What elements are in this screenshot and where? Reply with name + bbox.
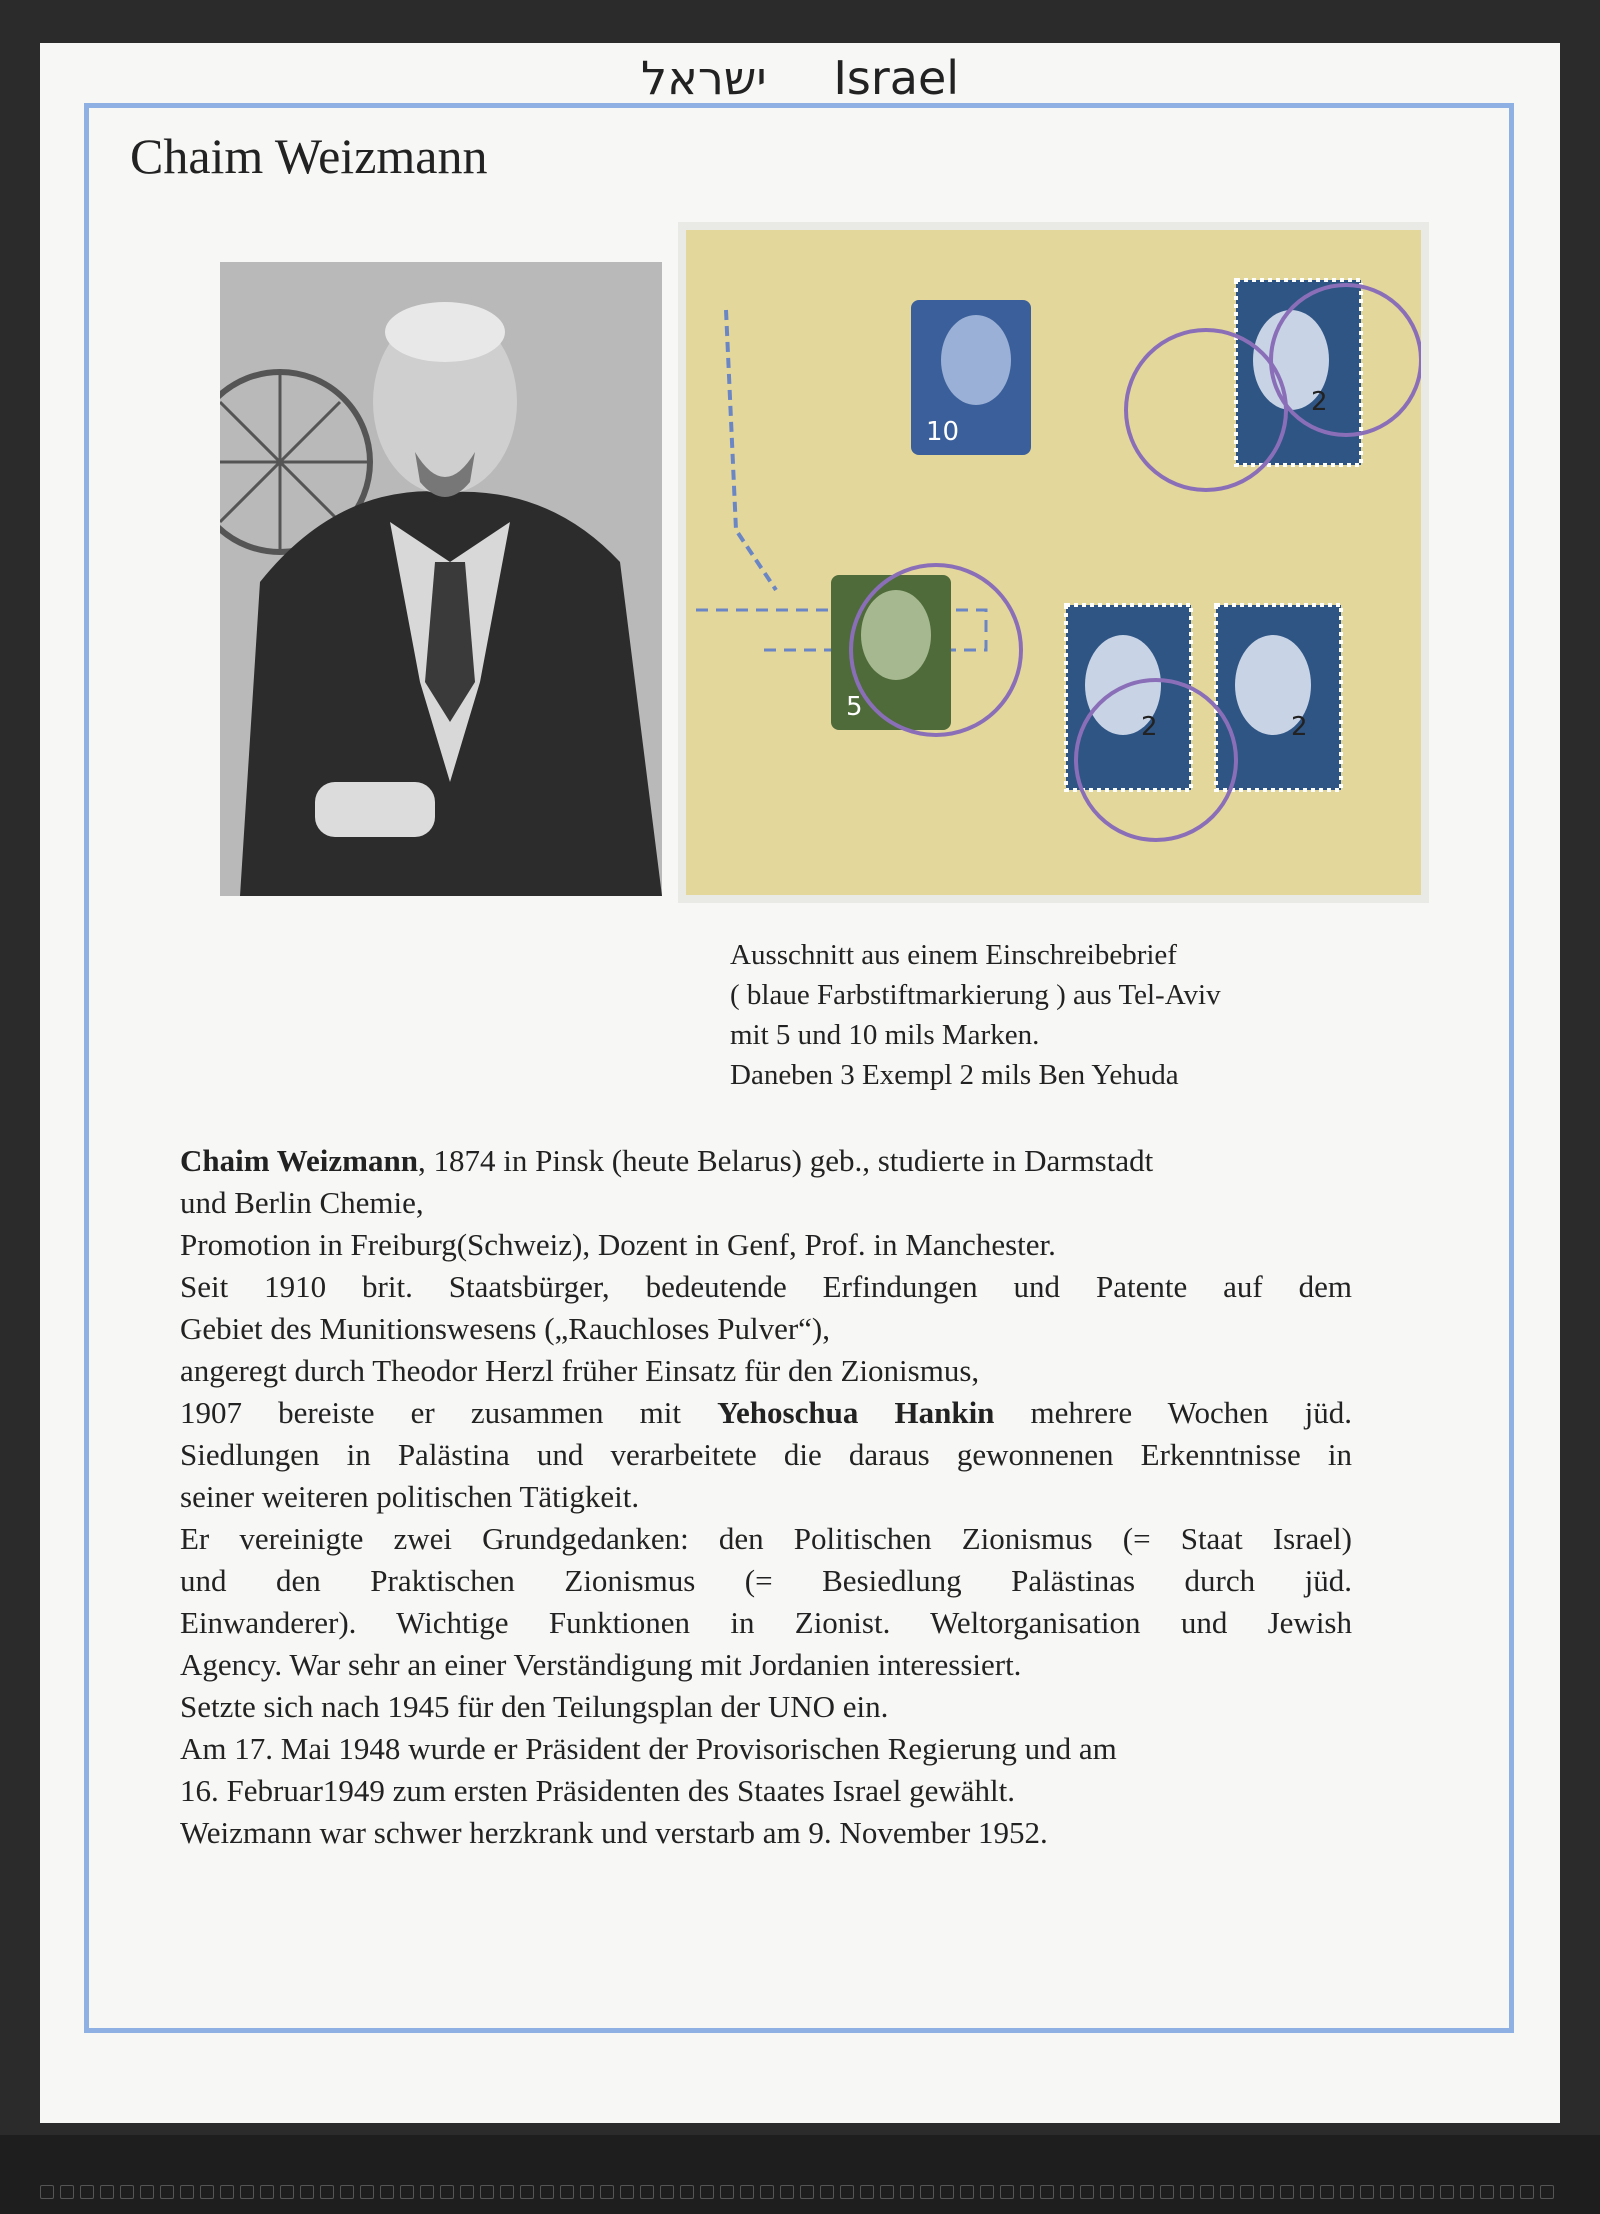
bio-line: und den Praktischen Zionismus (= Besiedlung Palästinas durch jüd.: [180, 1563, 1352, 1598]
binder-hole: [1160, 2185, 1174, 2199]
binder-hole: [900, 2185, 914, 2199]
header-hebrew: ישראל: [640, 51, 767, 105]
binder-hole: [540, 2185, 554, 2199]
binder-hole: [1500, 2185, 1514, 2199]
bio-line: Setzte sich nach 1945 für den Teilungsplan der UNO ein.: [180, 1689, 889, 1724]
bio-line-7-pre: 1907 bereiste er zusammen mit: [180, 1395, 718, 1430]
bio-line: [180, 1140, 1352, 1182]
binder-hole: [340, 2185, 354, 2199]
binder-hole: [40, 2185, 54, 2199]
binder-hole: [480, 2185, 494, 2199]
bio-line: Gebiet des Munitionswesens („Rauchloses Pulver“),: [180, 1311, 831, 1346]
binder-hole: [120, 2185, 134, 2199]
binder-hole: [1200, 2185, 1214, 2199]
binder-hole: [60, 2185, 74, 2199]
binder-hole: [940, 2185, 954, 2199]
overprint-1: 2: [1311, 387, 1328, 417]
caption-line: mit 5 und 10 mils Marken.: [730, 1019, 1040, 1051]
binder-hole: [240, 2185, 254, 2199]
bio-hankin-bold: Yehoschua Hankin: [717, 1395, 995, 1430]
binder-hole: [1100, 2185, 1114, 2199]
binder-hole: [1400, 2185, 1414, 2199]
binder-hole: [420, 2185, 434, 2199]
binder-hole: [1020, 2185, 1034, 2199]
binder-hole: [500, 2185, 514, 2199]
page-title: Chaim Weizmann: [130, 128, 488, 184]
header-latin: Israel: [833, 51, 960, 105]
binder-hole: [80, 2185, 94, 2199]
binder-hole: [160, 2185, 174, 2199]
caption-line: Ausschnitt aus einem Einschreibebrief: [730, 939, 1177, 971]
binder-hole: [280, 2185, 294, 2199]
portrait-illustration: [220, 262, 662, 896]
binder-hole: [260, 2185, 274, 2199]
overprint-2: 2: [1141, 712, 1158, 742]
binder-hole: [780, 2185, 794, 2199]
binder-hole: [1260, 2185, 1274, 2199]
binder-hole: [520, 2185, 534, 2199]
page-header: [40, 51, 1560, 111]
binder-hole: [1460, 2185, 1474, 2199]
binder-hole: [860, 2185, 874, 2199]
binder-hole: [700, 2185, 714, 2199]
caption-line: Daneben 3 Exempl 2 mils Ben Yehuda: [730, 1059, 1179, 1091]
binder-hole: [1360, 2185, 1374, 2199]
bio-line: und Berlin Chemie,: [180, 1185, 424, 1220]
binder-hole: [600, 2185, 614, 2199]
binder-hole: [1380, 2185, 1394, 2199]
bio-line: [180, 1392, 1352, 1434]
binder-hole: [840, 2185, 854, 2199]
binder-hole: [400, 2185, 414, 2199]
bio-line: Weizmann war schwer herzkrank und verstarb am 9. November 1952.: [180, 1815, 1048, 1850]
binder-hole: [800, 2185, 814, 2199]
bio-line: seiner weiteren politischen Tätigkeit.: [180, 1479, 640, 1514]
binder-hole: [720, 2185, 734, 2199]
binder-hole: [1040, 2185, 1054, 2199]
binder-hole: [360, 2185, 374, 2199]
binder-hole: [980, 2185, 994, 2199]
binder-hole: [880, 2185, 894, 2199]
bio-line: Einwanderer). Wichtige Funktionen in Zionist. Weltorganisation und Jewish: [180, 1605, 1352, 1640]
bio-line: Am 17. Mai 1948 wurde er Präsident der Provisorischen Regierung und am: [180, 1731, 1117, 1766]
bio-line-1-rest: , 1874 in Pinsk (heute Belarus) geb., studierte in Darmstadt: [417, 1143, 1154, 1178]
binder-hole: [440, 2185, 454, 2199]
biography-text: [180, 1140, 1352, 1854]
binder-hole: [760, 2185, 774, 2199]
binder-hole: [320, 2185, 334, 2199]
binder-hole: [620, 2185, 634, 2199]
binder-hole: [660, 2185, 674, 2199]
binder-hole: [640, 2185, 654, 2199]
cover-caption: [730, 935, 1450, 1095]
binder-hole: [140, 2185, 154, 2199]
bio-line: 16. Februar1949 zum ersten Präsidenten des Staates Israel gewählt.: [180, 1773, 1016, 1808]
binder-hole: [960, 2185, 974, 2199]
bio-line: Er vereinigte zwei Grundgedanken: den Politischen Zionismus (= Staat Israel): [180, 1521, 1352, 1556]
portrait-photo: [220, 262, 662, 896]
binder-hole: [1440, 2185, 1454, 2199]
binder-hole: [220, 2185, 234, 2199]
binder-hole: [560, 2185, 574, 2199]
binder-hole: [740, 2185, 754, 2199]
bio-line-7-post: mehrere Wochen jüd.: [994, 1395, 1352, 1430]
binder-hole: [1480, 2185, 1494, 2199]
binder-hole: [380, 2185, 394, 2199]
binder-hole: [1420, 2185, 1434, 2199]
binder-hole: [580, 2185, 594, 2199]
binder-hole: [1540, 2185, 1554, 2199]
binder-hole: [1180, 2185, 1194, 2199]
binder-hole: [1520, 2185, 1534, 2199]
binder-hole: [1080, 2185, 1094, 2199]
bio-name-bold: Chaim Weizmann: [180, 1143, 418, 1178]
bio-line: Promotion in Freiburg(Schweiz), Dozent in Genf, Prof. in Manchester.: [180, 1227, 1056, 1262]
binder-hole: [1060, 2185, 1074, 2199]
binder-hole: [300, 2185, 314, 2199]
binder-hole: [180, 2185, 194, 2199]
binder-hole: [680, 2185, 694, 2199]
binder-hole: [1280, 2185, 1294, 2199]
stamp-10-value: 10: [926, 417, 960, 447]
binder-hole: [920, 2185, 934, 2199]
caption-line: ( blaue Farbstiftmarkierung ) aus Tel-Aviv: [730, 979, 1221, 1011]
binder-hole: [200, 2185, 214, 2199]
stamp-5-value: 5: [846, 692, 863, 722]
stamp-cover-cutout: [686, 230, 1421, 895]
binder-holes: [40, 2185, 1560, 2203]
bio-line: Seit 1910 brit. Staatsbürger, bedeutende Erfindungen und Patente auf dem: [180, 1269, 1352, 1304]
binder-hole: [1220, 2185, 1234, 2199]
binder-hole: [1000, 2185, 1014, 2199]
binder-hole: [1120, 2185, 1134, 2199]
binder-hole: [1240, 2185, 1254, 2199]
binder-hole: [1140, 2185, 1154, 2199]
binder-hole: [1340, 2185, 1354, 2199]
bio-line: angeregt durch Theodor Herzl früher Einsatz für den Zionismus,: [180, 1353, 980, 1388]
bio-line: Siedlungen in Palästina und verarbeitete die daraus gewonnenen Erkenntnisse in: [180, 1437, 1352, 1472]
overprint-3: 2: [1291, 712, 1308, 742]
binder-hole: [1320, 2185, 1334, 2199]
binder-hole: [460, 2185, 474, 2199]
bio-line: Agency. War sehr an einer Verständigung mit Jordanien interessiert.: [180, 1647, 1022, 1682]
binder-hole: [100, 2185, 114, 2199]
binder-hole: [820, 2185, 834, 2199]
binder-hole: [1300, 2185, 1314, 2199]
cover-illustration: [686, 230, 1421, 895]
